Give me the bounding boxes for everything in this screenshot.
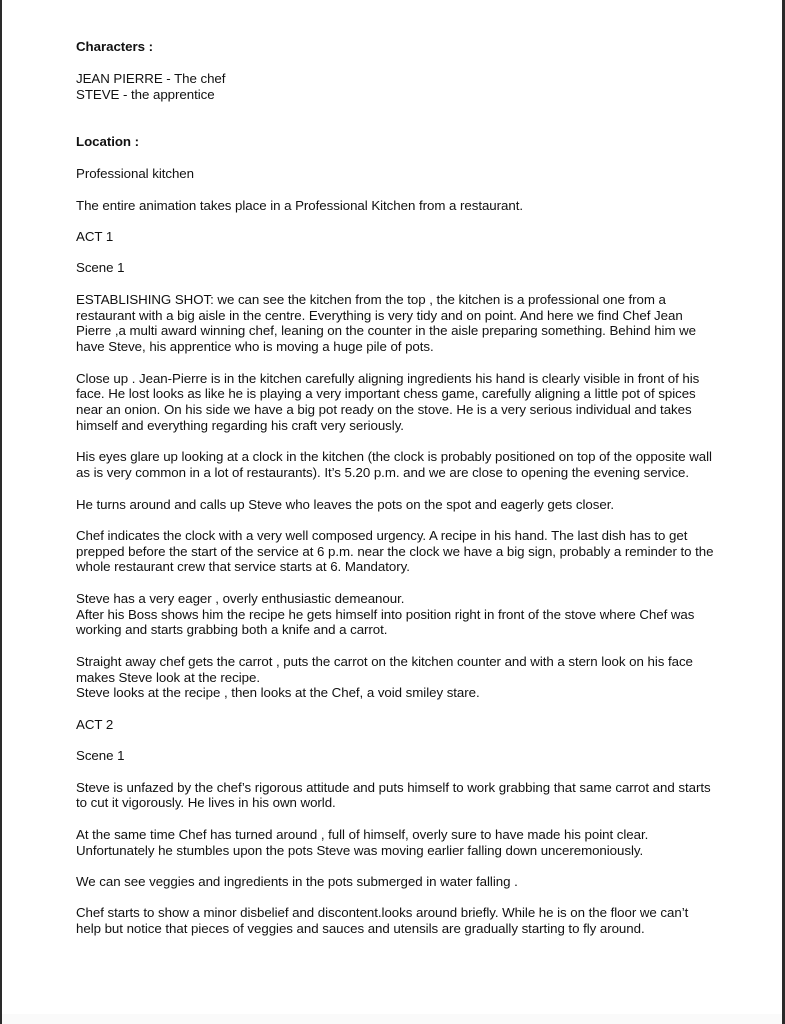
location-description: The entire animation takes place in a Professional Kitchen from a restaurant.: [76, 197, 524, 213]
act2-paragraph-stumbles: At the same time Chef has turned around , full of himself, overly sure to have made his point clear. Unfortunately he stumbles upon the pots Steve was moving earlier falling down unceremoniously.: [76, 826, 649, 858]
character-jean-pierre: JEAN PIERRE - The chef: [76, 70, 226, 86]
act2-title: ACT 2: [76, 716, 114, 732]
act1-paragraph-clock: His eyes glare up looking at a clock in the kitchen (the clock is probably positioned on top of the opposite wall as is very common in a lot of restaurants). It’s 5.20 p.m. and we are close to opening the evening service.: [76, 449, 712, 481]
act1-carrot-line: Straight away chef gets the carrot , puts the carrot on the kitchen counter and with a stern look on his face makes Steve look at the recipe.: [76, 653, 693, 685]
act1-steve-block: [76, 591, 716, 638]
act2-paragraph-unfazed: Steve is unfazed by the chef’s rigorous attitude and puts himself to work grabbing that same carrot and starts to cut it vigorously. He lives in his own world.: [76, 779, 711, 811]
act1-paragraph-recipe: Chef indicates the clock with a very well composed urgency. A recipe in his hand. The last dish has to get prepped before the start of the service at 6 p.m. near the clock we have a big sign, probably a reminder to the whole restaurant crew that service starts at 6. Mandatory.: [76, 527, 714, 575]
page-border-left: [0, 0, 2, 1024]
act1-paragraph-establishing-shot: ESTABLISHING SHOT: we can see the kitchen from the top , the kitchen is a professional one from a restaurant with a big aisle in the centre. Everything is very tidy and on point. And here we find Chef Jean Pierre ,a multi award winning chef, leaning on the counter in the aisle preparing something. Behind him we have Steve, his apprentice who is moving a huge pile of pots.: [76, 291, 697, 355]
script-content: [76, 39, 716, 953]
act2-paragraph-disbelief: Chef starts to show a minor disbelief and discontent.looks around briefly. While he is on the floor we can’t help but notice that pieces of veggies and sauces and utensils are gradually starting to fly around.: [76, 905, 689, 937]
character-steve: STEVE - the apprentice: [76, 86, 215, 102]
act1-carrot-line: Steve looks at the recipe , then looks at the Chef, a void smiley stare.: [76, 685, 480, 701]
act1-steve-line: Steve has a very eager , overly enthusiastic demeanour.: [76, 590, 405, 606]
location-heading: Location :: [76, 134, 140, 150]
page-bottom-shade: [2, 1014, 782, 1024]
location-name: Professional kitchen: [76, 166, 194, 182]
act1-carrot-block: [76, 654, 716, 701]
act1-paragraph-close-up: Close up . Jean-Pierre is in the kitchen carefully aligning ingredients his hand is clearly visible in front of his face. He lost looks as like he is playing a very important chess game, carefully aligning a little pot of spices near an onion. On his side we have a big pot ready on the stove. He is a very serious individual and takes himself and everything regarding his craft very seriously.: [76, 370, 700, 433]
act2-scene-title: Scene 1: [76, 748, 125, 764]
act1-paragraph-calls-steve: He turns around and calls up Steve who leaves the pots on the spot and eagerly gets closer.: [76, 496, 615, 512]
act1-steve-line: After his Boss shows him the recipe he gets himself into position right in front of the stove where Chef was working and starts grabbing both a knife and a carrot.: [76, 606, 695, 638]
act2-paragraph-veggies: We can see veggies and ingredients in the pots submerged in water falling .: [76, 874, 518, 889]
act1-scene-title: Scene 1: [76, 260, 125, 276]
characters-heading: Characters :: [76, 39, 153, 54]
act1-title: ACT 1: [76, 228, 114, 244]
